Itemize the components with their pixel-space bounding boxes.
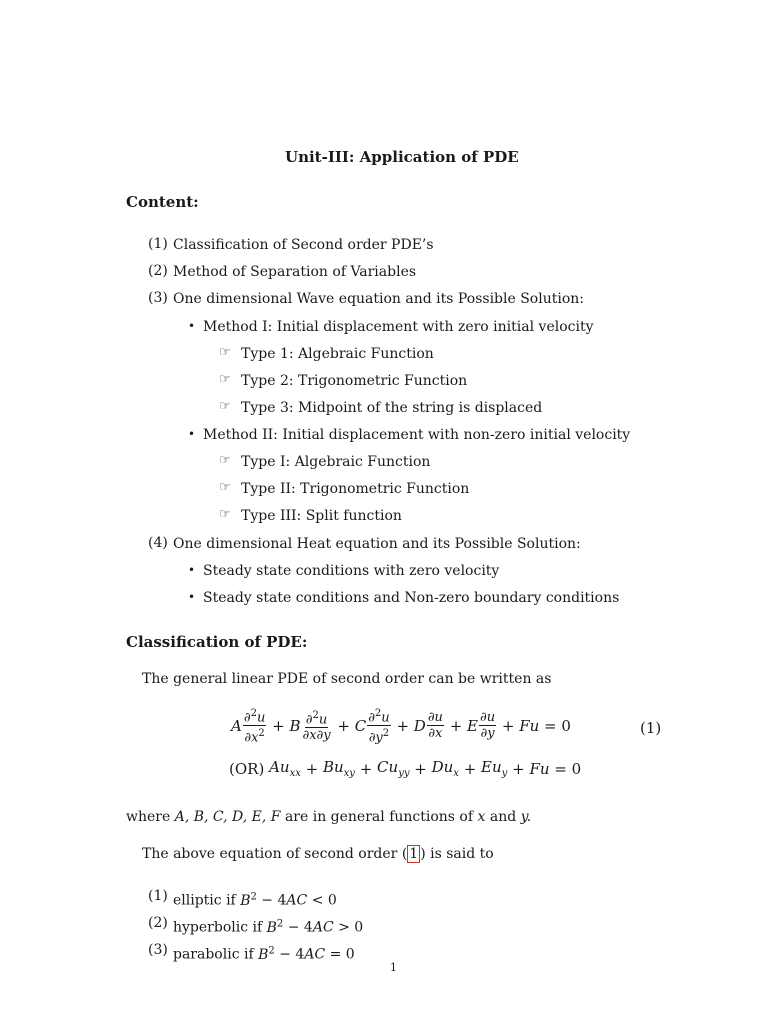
list-marker: (1): [148, 888, 168, 904]
general-pde-equation: A $\frac{\partial^2u}{\partial x^2}$ + B $\frac{\partial^2u}{\partial x\partial y}$ + C $\frac{\partial^2u}{\partial y^2}$ + D $\frac{\partial u}{\partial x}$ + E $\frac{\partial u}{\partial y}$ + Fu = 0: [231, 708, 571, 746]
above-paragraph: The above equation of second order ( 1 ) is said to: [142, 846, 494, 862]
list-item: Method I: Initial displacement with zero initial velocity: [203, 319, 594, 335]
list-marker: (1): [148, 236, 168, 252]
condition-item: parabolic if $B^2 - 4AC = 0$: [173, 945, 355, 963]
list-marker: (2): [148, 263, 168, 279]
list-item: One dimensional Wave equation and its Possible Solution:: [173, 291, 584, 307]
pointing-hand-icon: ☞: [219, 453, 231, 468]
equation-number: (1): [640, 719, 662, 737]
pointing-hand-icon: ☞: [219, 507, 231, 522]
list-item: Type 1: Algebraic Function: [241, 346, 434, 362]
list-item: Method II: Initial displacement with non-zero initial velocity: [203, 427, 631, 443]
list-item: One dimensional Heat equation and its Possible Solution:: [173, 536, 581, 552]
subscript-form-equation: (OR) $Au_{xx}$ + $Bu_{xy}$ + $Cu_{yy}$ + $Du_x$ + $Eu_y$ + Fu = 0: [229, 758, 582, 779]
bullet-icon: •: [188, 319, 196, 333]
list-item: Steady state conditions and Non-zero boundary conditions: [203, 590, 620, 606]
page-title: Unit-III: Application of PDE: [285, 148, 519, 166]
classification-heading: Classification of PDE:: [126, 633, 308, 651]
condition-item: elliptic if $B^2 - 4AC < 0$: [173, 891, 337, 909]
list-marker: (3): [148, 290, 168, 306]
or-label: (OR): [229, 759, 265, 778]
list-item: Type I: Algebraic Function: [241, 454, 431, 470]
pointing-hand-icon: ☞: [219, 480, 231, 495]
pointing-hand-icon: ☞: [219, 399, 231, 414]
list-item: Type 2: Trigonometric Function: [241, 373, 468, 389]
bullet-icon: •: [188, 563, 196, 577]
pointing-hand-icon: ☞: [219, 345, 231, 360]
pointing-hand-icon: ☞: [219, 372, 231, 387]
intro-paragraph: The general linear PDE of second order can be written as: [142, 671, 552, 687]
list-marker: (4): [148, 535, 168, 551]
page-number: 1: [390, 961, 397, 974]
list-item: Type III: Split function: [241, 508, 402, 524]
bullet-icon: •: [188, 427, 196, 441]
where-paragraph: where A, B, C, D, E, F are in general functions of x and y.: [126, 809, 532, 825]
bullet-icon: •: [188, 590, 196, 604]
equation-ref-link[interactable]: 1: [409, 846, 419, 862]
list-item: Steady state conditions with zero velocity: [203, 563, 500, 579]
content-heading: Content:: [126, 193, 199, 211]
list-marker: (3): [148, 942, 168, 958]
list-marker: (2): [148, 915, 168, 931]
list-item: Method of Separation of Variables: [173, 264, 417, 280]
list-item: Classification of Second order PDE’s: [173, 237, 434, 253]
condition-item: hyperbolic if $B^2 - 4AC > 0$: [173, 918, 364, 936]
list-item: Type 3: Midpoint of the string is displaced: [241, 400, 543, 416]
list-item: Type II: Trigonometric Function: [241, 481, 470, 497]
